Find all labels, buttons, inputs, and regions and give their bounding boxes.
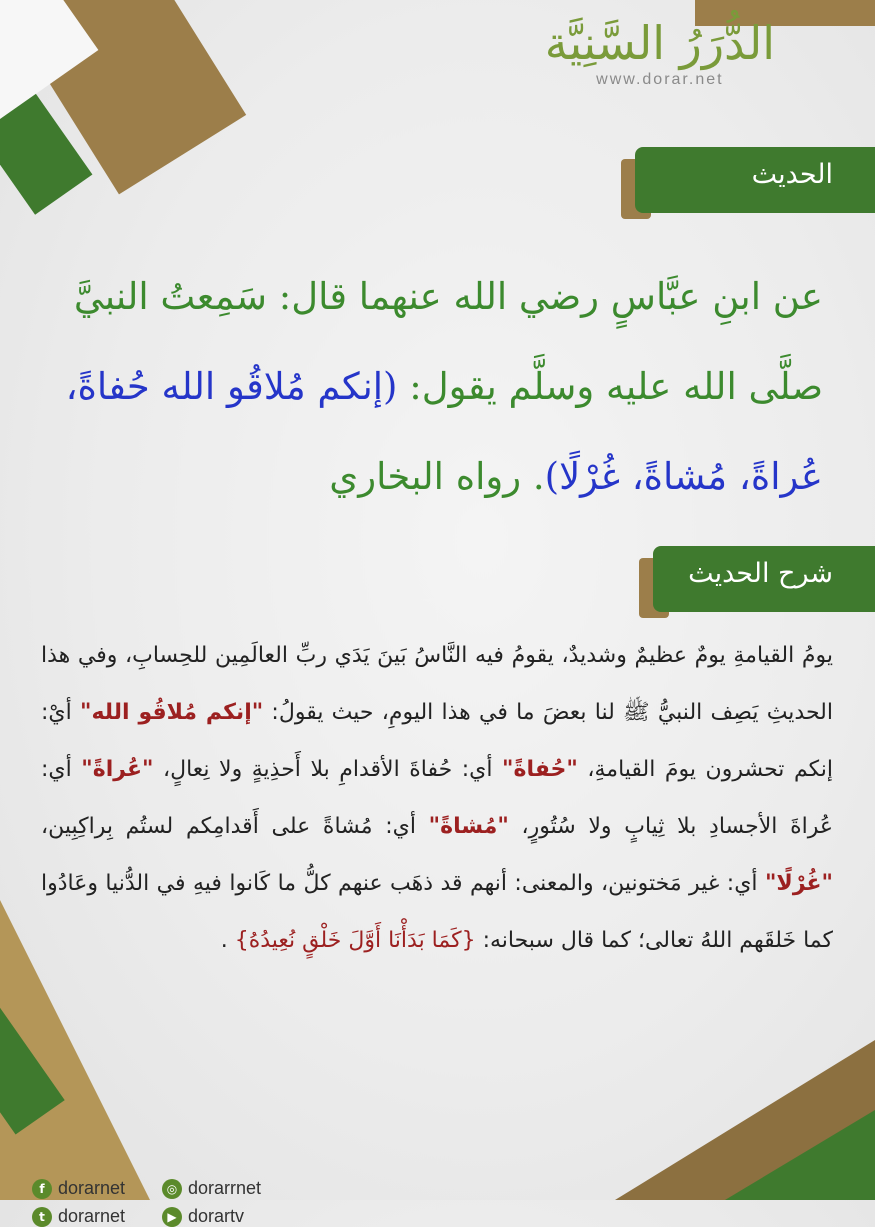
social-twitter[interactable] <box>32 1206 125 1227</box>
quran-verse: {كَمَا بَدَأْنَا أَوَّلَ خَلْقٍ نُعِيدُهُ} <box>234 928 476 953</box>
sharh-part: أيْ: إنكم تحشرون يومَ القيامةِ، <box>41 700 833 782</box>
social-label: dorarnet <box>58 1206 126 1226</box>
header-gold-edge <box>639 558 669 618</box>
instagram-icon: ◎ <box>162 1179 182 1199</box>
logo-text: الدُّرَرُ السَّنِيَّة <box>544 16 775 70</box>
hadith-section-title: الحديث <box>751 159 833 190</box>
sharh-part: يومُ القيامةِ يومٌ عظيمٌ وشديدٌ، يقومُ فيه النَّاسُ بَينَ يَدَي ربِّ العالَمِين للحِسابِ، وفي هذا الحديثِ يَصِف النبيُّ ﷺ لنا بعضَ ما في هذا اليومِ، حيث يقولُ: <box>41 643 833 725</box>
sharh-part: أي: حُفاةَ الأقدامِ بلا أَحذِيةٍ ولا نِعالٍ، <box>153 757 502 782</box>
sharh-section-title: شرح الحديث <box>688 558 833 589</box>
term-mushatan: "مُشاةً" <box>428 814 509 839</box>
social-instagram[interactable] <box>162 1178 261 1199</box>
term-hufatan: "حُفاةً" <box>502 757 578 782</box>
sharh-part: أي: مُشاةً على أَقدامِكم لستُم بِراكِبِين، <box>41 814 429 839</box>
sharh-part: أي: عُراةَ الأجسادِ بلا ثِيابٍ ولا سُتُورٍ، <box>41 757 833 839</box>
decor-bottom-right-green <box>725 1110 875 1200</box>
hadith-quote: (إنكم مُلاقُو الله حُفاةً، عُراةً، مُشاةً، غُرْلًا) <box>65 365 823 498</box>
social-label: dorarnet <box>58 1178 126 1198</box>
social-youtube[interactable] <box>162 1206 244 1227</box>
youtube-icon: ▶ <box>162 1207 182 1227</box>
term-ghurlan: "غُرْلًا" <box>764 871 833 896</box>
sharh-text <box>41 627 833 969</box>
logo-url[interactable]: www.dorar.net <box>596 70 724 88</box>
sharh-end: . <box>220 928 235 953</box>
site-logo[interactable] <box>545 18 775 89</box>
hadith-text <box>48 252 823 522</box>
social-label: dorarrnet <box>188 1178 262 1198</box>
sharh-section-header <box>653 546 875 612</box>
hadith-section-header <box>635 147 875 213</box>
twitter-icon: t <box>32 1207 52 1227</box>
term-mulaqu-allah: "إنكم مُلاقُو الله" <box>79 700 264 725</box>
hadith-intro: عن ابنِ عبَّاسٍ رضي الله عنهما قال: سَمِعتُ النبيَّ صلَّى الله عليه وسلَّم يقول: <box>73 275 823 408</box>
social-label: dorartv <box>188 1206 245 1226</box>
header-gold-edge <box>621 159 651 219</box>
sharh-part: أي: غير مَختونين، والمعنى: أنهم قد ذهَب عنهم كلُّ ما كَانوا فيهِ في الدُّنيا وعَادُوا كما خَلقَهم اللهُ تعالى؛ كما قال سبحانه: <box>41 871 833 953</box>
social-facebook[interactable] <box>32 1178 125 1199</box>
hadith-source: . رواه البخاري <box>329 455 545 498</box>
term-uratan: "عُراةً" <box>81 757 154 782</box>
facebook-icon: f <box>32 1179 52 1199</box>
